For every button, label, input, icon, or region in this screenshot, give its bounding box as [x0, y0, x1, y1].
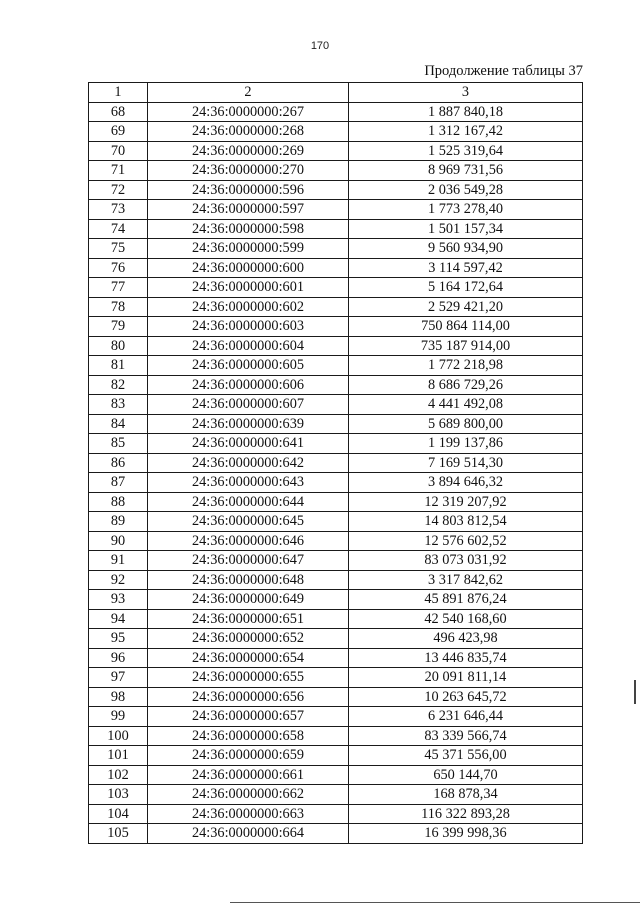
cadastral-number-cell: 24:36:0000000:268 [148, 122, 349, 142]
row-number-cell: 91 [89, 551, 148, 571]
table-row [89, 180, 583, 200]
cadastral-number-cell: 24:36:0000000:643 [148, 473, 349, 493]
value-cell: 16 399 998,36 [349, 824, 583, 844]
table-row [89, 512, 583, 532]
cadastral-number-cell: 24:36:0000000:657 [148, 707, 349, 727]
row-number-cell: 84 [89, 414, 148, 434]
cadastral-number-cell: 24:36:0000000:267 [148, 102, 349, 122]
row-number-cell: 86 [89, 453, 148, 473]
cadastral-number-cell: 24:36:0000000:649 [148, 590, 349, 610]
table-row [89, 200, 583, 220]
value-cell: 45 371 556,00 [349, 746, 583, 766]
table-row [89, 453, 583, 473]
cadastral-number-cell: 24:36:0000000:664 [148, 824, 349, 844]
value-cell: 1 525 319,64 [349, 141, 583, 161]
table-row [89, 785, 583, 805]
cadastral-number-cell: 24:36:0000000:651 [148, 609, 349, 629]
table-row [89, 161, 583, 181]
table-row [89, 804, 583, 824]
cadastral-number-cell: 24:36:0000000:598 [148, 219, 349, 239]
table-row [89, 219, 583, 239]
table-row [89, 336, 583, 356]
cadastral-number-cell: 24:36:0000000:639 [148, 414, 349, 434]
table-row [89, 122, 583, 142]
value-cell: 42 540 168,60 [349, 609, 583, 629]
table-row [89, 102, 583, 122]
row-number-cell: 74 [89, 219, 148, 239]
cadastral-number-cell: 24:36:0000000:607 [148, 395, 349, 415]
value-cell: 496 423,98 [349, 629, 583, 649]
value-cell: 20 091 811,14 [349, 668, 583, 688]
table-row [89, 609, 583, 629]
value-cell: 12 576 602,52 [349, 531, 583, 551]
cadastral-number-cell: 24:36:0000000:604 [148, 336, 349, 356]
value-cell: 5 164 172,64 [349, 278, 583, 298]
table-row [89, 414, 583, 434]
table-row [89, 668, 583, 688]
value-cell: 3 894 646,32 [349, 473, 583, 493]
data-table [88, 82, 583, 844]
row-number-cell: 87 [89, 473, 148, 493]
row-number-cell: 93 [89, 590, 148, 610]
row-number-cell: 79 [89, 317, 148, 337]
table-row [89, 317, 583, 337]
cadastral-number-cell: 24:36:0000000:654 [148, 648, 349, 668]
cadastral-number-cell: 24:36:0000000:655 [148, 668, 349, 688]
cadastral-number-cell: 24:36:0000000:661 [148, 765, 349, 785]
row-number-cell: 80 [89, 336, 148, 356]
value-cell: 1 199 137,86 [349, 434, 583, 454]
column-header-3: 3 [349, 83, 583, 103]
cadastral-number-cell: 24:36:0000000:597 [148, 200, 349, 220]
row-number-cell: 81 [89, 356, 148, 376]
value-cell: 9 560 934,90 [349, 239, 583, 259]
cadastral-number-cell: 24:36:0000000:652 [148, 629, 349, 649]
value-cell: 10 263 645,72 [349, 687, 583, 707]
row-number-cell: 85 [89, 434, 148, 454]
cadastral-number-cell: 24:36:0000000:270 [148, 161, 349, 181]
row-number-cell: 90 [89, 531, 148, 551]
cadastral-number-cell: 24:36:0000000:656 [148, 687, 349, 707]
table-row [89, 824, 583, 844]
value-cell: 12 319 207,92 [349, 492, 583, 512]
row-number-cell: 69 [89, 122, 148, 142]
table-row [89, 570, 583, 590]
value-cell: 83 339 566,74 [349, 726, 583, 746]
row-number-cell: 78 [89, 297, 148, 317]
cadastral-number-cell: 24:36:0000000:642 [148, 453, 349, 473]
row-number-cell: 102 [89, 765, 148, 785]
table-row [89, 395, 583, 415]
row-number-cell: 105 [89, 824, 148, 844]
cadastral-number-cell: 24:36:0000000:599 [148, 239, 349, 259]
value-cell: 5 689 800,00 [349, 414, 583, 434]
value-cell: 168 878,34 [349, 785, 583, 805]
value-cell: 8 969 731,56 [349, 161, 583, 181]
table-row [89, 141, 583, 161]
row-number-cell: 83 [89, 395, 148, 415]
column-header-2: 2 [148, 83, 349, 103]
cadastral-number-cell: 24:36:0000000:641 [148, 434, 349, 454]
row-number-cell: 99 [89, 707, 148, 727]
table-row [89, 473, 583, 493]
value-cell: 14 803 812,54 [349, 512, 583, 532]
value-cell: 8 686 729,26 [349, 375, 583, 395]
cadastral-number-cell: 24:36:0000000:646 [148, 531, 349, 551]
value-cell: 2 036 549,28 [349, 180, 583, 200]
table-row [89, 492, 583, 512]
cadastral-number-cell: 24:36:0000000:647 [148, 551, 349, 571]
cadastral-number-cell: 24:36:0000000:606 [148, 375, 349, 395]
cadastral-number-cell: 24:36:0000000:603 [148, 317, 349, 337]
cadastral-number-cell: 24:36:0000000:602 [148, 297, 349, 317]
value-cell: 3 317 842,62 [349, 570, 583, 590]
value-cell: 1 501 157,34 [349, 219, 583, 239]
table-row [89, 648, 583, 668]
table-row [89, 297, 583, 317]
cadastral-number-cell: 24:36:0000000:645 [148, 512, 349, 532]
table-row [89, 707, 583, 727]
row-number-cell: 71 [89, 161, 148, 181]
row-number-cell: 104 [89, 804, 148, 824]
cadastral-number-cell: 24:36:0000000:600 [148, 258, 349, 278]
value-cell: 45 891 876,24 [349, 590, 583, 610]
value-cell: 7 169 514,30 [349, 453, 583, 473]
table-row [89, 239, 583, 259]
row-number-cell: 100 [89, 726, 148, 746]
table-row [89, 629, 583, 649]
row-number-cell: 92 [89, 570, 148, 590]
column-header-1: 1 [89, 83, 148, 103]
row-number-cell: 94 [89, 609, 148, 629]
value-cell: 6 231 646,44 [349, 707, 583, 727]
row-number-cell: 103 [89, 785, 148, 805]
table-row [89, 590, 583, 610]
table-row [89, 375, 583, 395]
value-cell: 1 887 840,18 [349, 102, 583, 122]
value-cell: 1 772 218,98 [349, 356, 583, 376]
cadastral-number-cell: 24:36:0000000:648 [148, 570, 349, 590]
row-number-cell: 88 [89, 492, 148, 512]
table-row [89, 356, 583, 376]
cadastral-number-cell: 24:36:0000000:269 [148, 141, 349, 161]
cadastral-number-cell: 24:36:0000000:596 [148, 180, 349, 200]
row-number-cell: 101 [89, 746, 148, 766]
table-row [89, 434, 583, 454]
cadastral-number-cell: 24:36:0000000:663 [148, 804, 349, 824]
table-row [89, 687, 583, 707]
row-number-cell: 77 [89, 278, 148, 298]
value-cell: 116 322 893,28 [349, 804, 583, 824]
cadastral-number-cell: 24:36:0000000:605 [148, 356, 349, 376]
value-cell: 735 187 914,00 [349, 336, 583, 356]
table-row [89, 278, 583, 298]
cadastral-number-cell: 24:36:0000000:644 [148, 492, 349, 512]
row-number-cell: 97 [89, 668, 148, 688]
row-number-cell: 72 [89, 180, 148, 200]
value-cell: 650 144,70 [349, 765, 583, 785]
table-row [89, 765, 583, 785]
table-header-row [89, 83, 583, 103]
value-cell: 1 312 167,42 [349, 122, 583, 142]
table-row [89, 258, 583, 278]
row-number-cell: 82 [89, 375, 148, 395]
row-number-cell: 70 [89, 141, 148, 161]
table-row [89, 531, 583, 551]
row-number-cell: 98 [89, 687, 148, 707]
scan-edge-line [230, 902, 640, 903]
value-cell: 3 114 597,42 [349, 258, 583, 278]
row-number-cell: 75 [89, 239, 148, 259]
cadastral-number-cell: 24:36:0000000:662 [148, 785, 349, 805]
table-row [89, 746, 583, 766]
row-number-cell: 73 [89, 200, 148, 220]
value-cell: 1 773 278,40 [349, 200, 583, 220]
value-cell: 83 073 031,92 [349, 551, 583, 571]
value-cell: 2 529 421,20 [349, 297, 583, 317]
value-cell: 4 441 492,08 [349, 395, 583, 415]
table-continuation-caption: Продолжение таблицы 37 [424, 63, 583, 79]
cadastral-number-cell: 24:36:0000000:601 [148, 278, 349, 298]
table-row [89, 551, 583, 571]
table-body [89, 83, 583, 844]
scan-edge-mark [634, 680, 636, 704]
row-number-cell: 76 [89, 258, 148, 278]
cadastral-number-cell: 24:36:0000000:659 [148, 746, 349, 766]
row-number-cell: 68 [89, 102, 148, 122]
page-number: 170 [310, 40, 330, 52]
row-number-cell: 89 [89, 512, 148, 532]
value-cell: 750 864 114,00 [349, 317, 583, 337]
table-row [89, 726, 583, 746]
row-number-cell: 96 [89, 648, 148, 668]
cadastral-number-cell: 24:36:0000000:658 [148, 726, 349, 746]
row-number-cell: 95 [89, 629, 148, 649]
value-cell: 13 446 835,74 [349, 648, 583, 668]
